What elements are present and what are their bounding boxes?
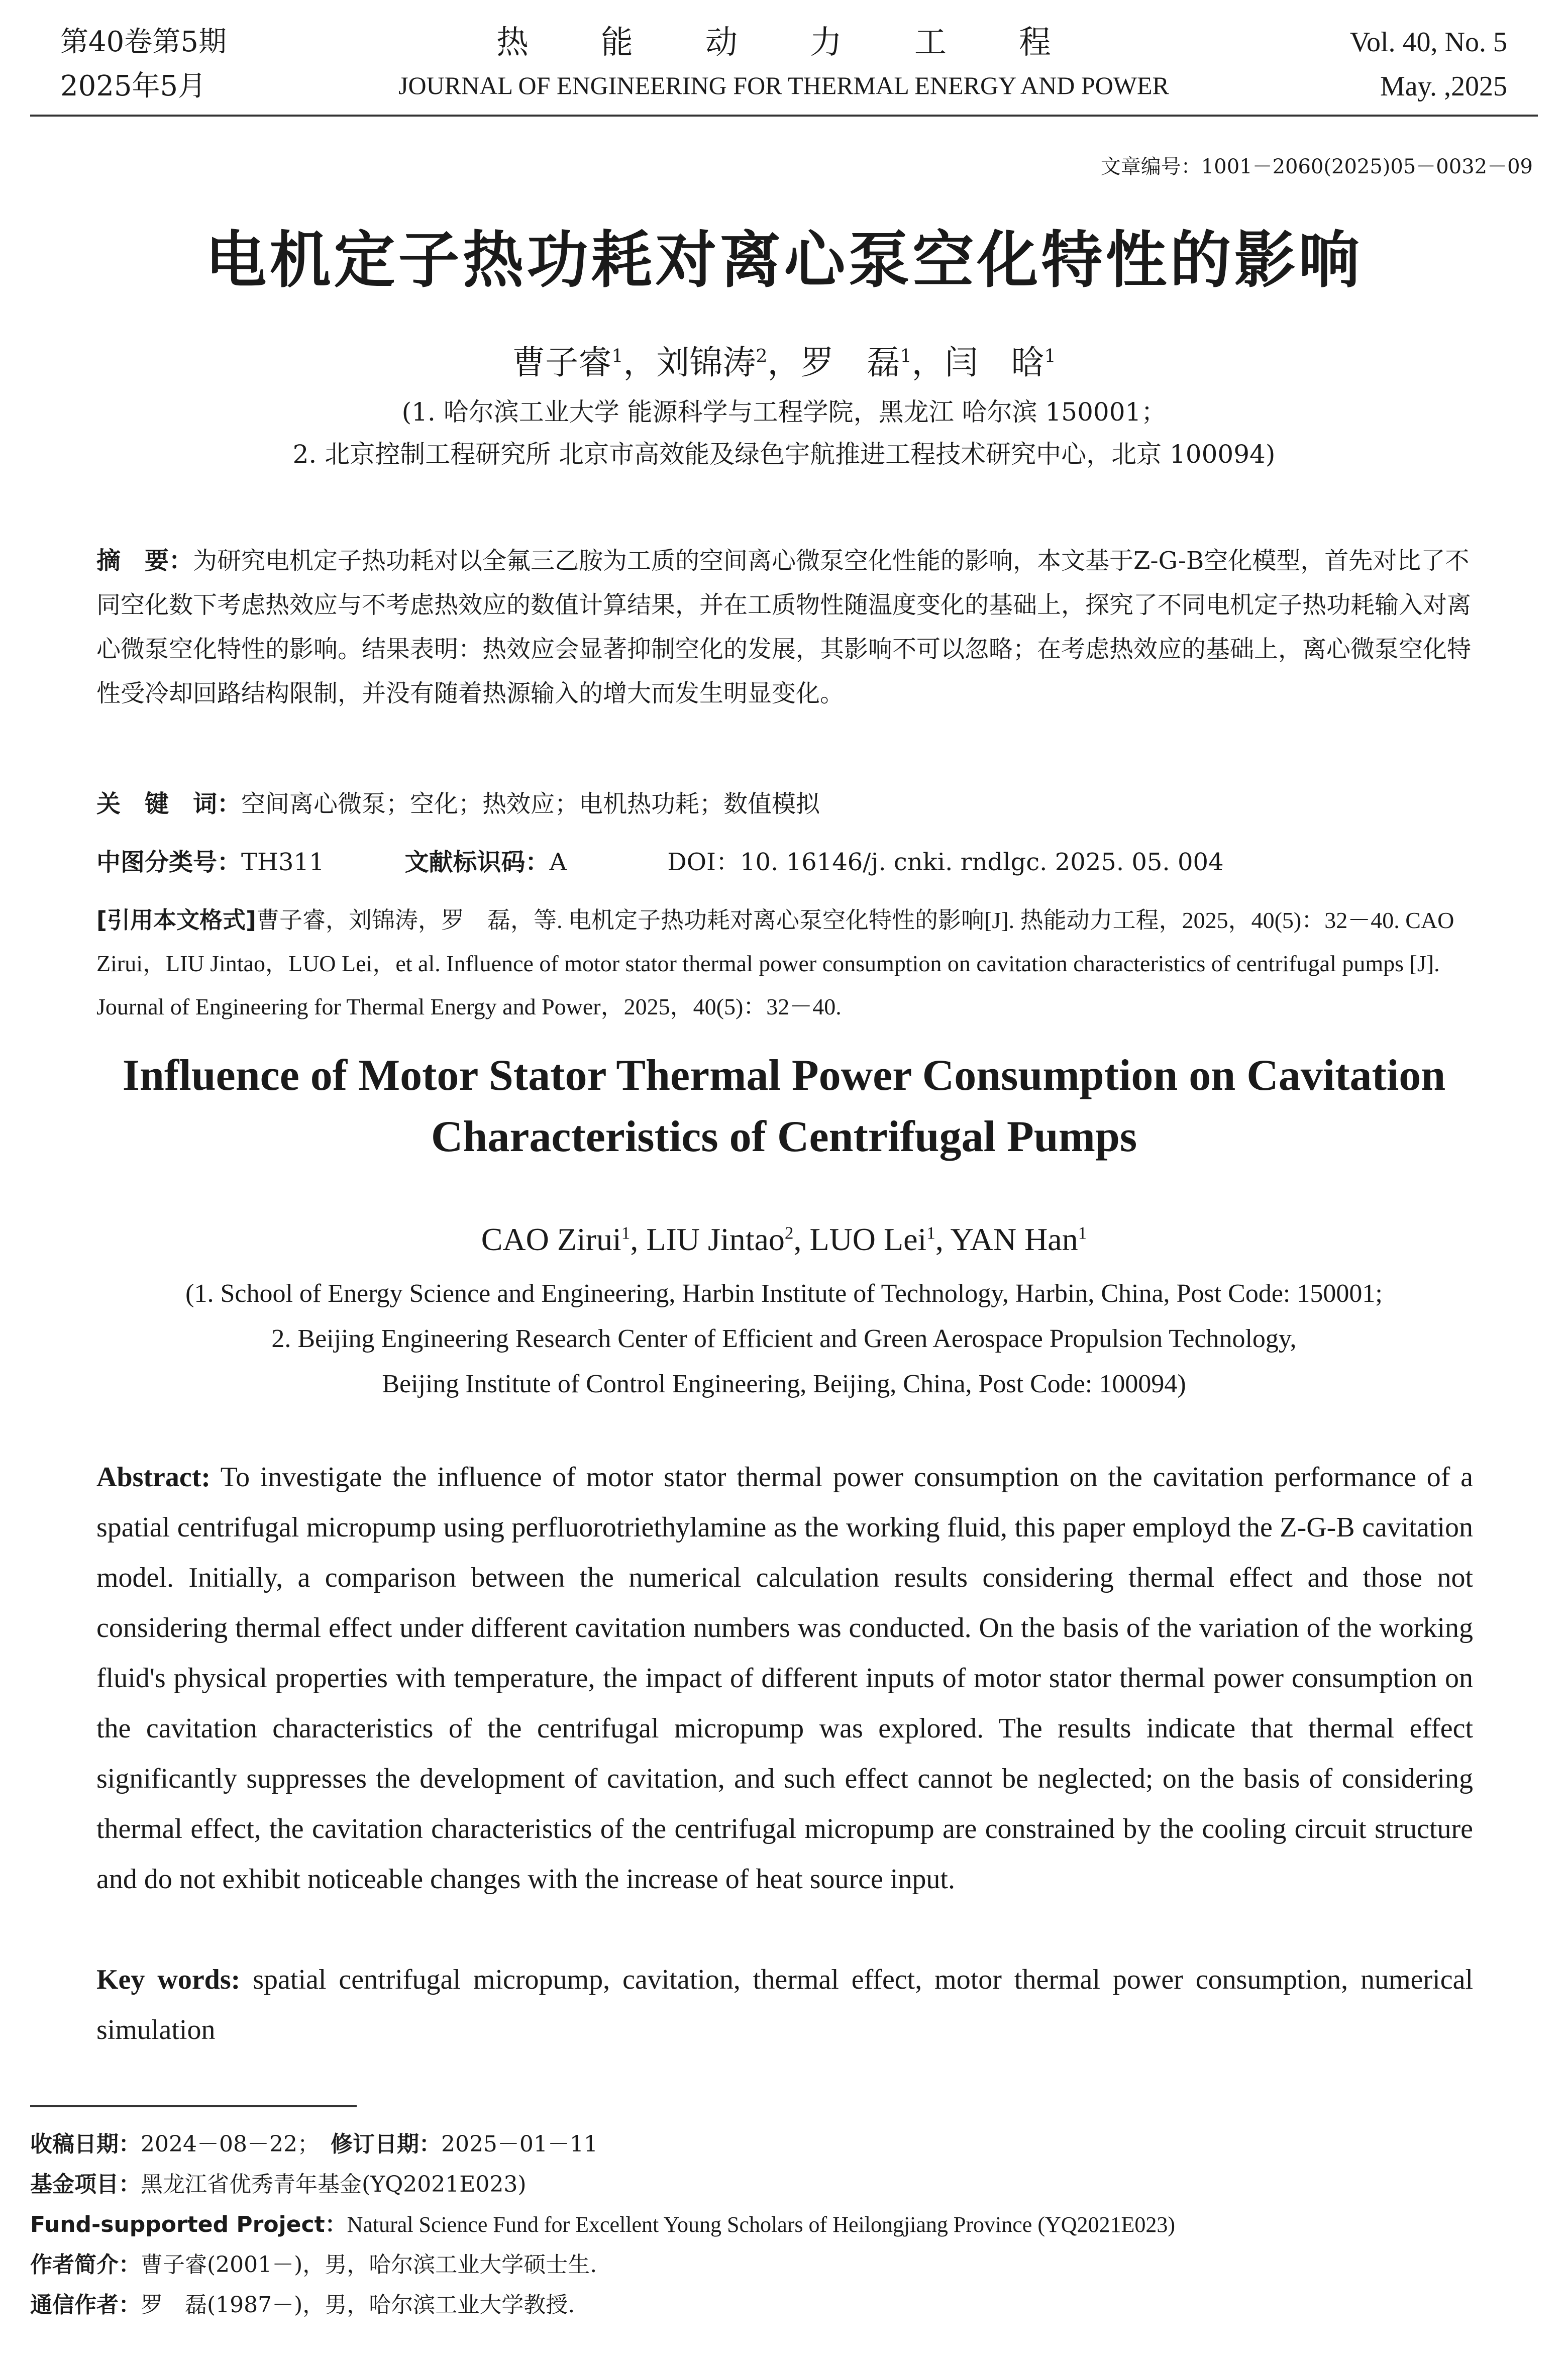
affiliations-cn [0, 391, 1568, 475]
abstract-en [96, 1452, 1473, 1904]
clc-label: 中图分类号： [96, 848, 242, 876]
abstract-cn-label: 摘 要： [96, 547, 193, 575]
authors-en: CAO Zirui$^1$, LIU Jintao$^2$, LUO Lei$^1$, YAN Han$^1$ [481, 1221, 1087, 1257]
author-cn: 曹子睿 [512, 343, 612, 382]
footnote-author-bio: 作者简介：曹子睿(2001－)，男，哈尔滨工业大学硕士生. [30, 2252, 597, 2278]
footnote-fund-en: Fund-supported Project：Natural Science Fund for Excellent Young Scholars of Heilongjiang Province (YQ2021E023) [30, 2212, 1176, 2237]
footnote-rule [30, 2105, 357, 2107]
author-cn: 闫 晗 [945, 343, 1044, 382]
abstract-cn-text: 为研究电机定子热功耗对以全氟三乙胺为工质的空间离心微泵空化性能的影响，本文基于Z-G-B空化模型，首先对比了不同空化数下考虑热效应与不考虑热效应的数值计算结果，并在工质物性随温度变化的基础上，探究了不同电机定子热功耗输入对离心微泵空化特性的影响。结果表明：热效应会显著抑制空化的发展，其影响不可以忽略；在考虑热效应的基础上，离心微泵空化特性受冷却回路结构限制，并没有随着热源输入的增大而发生明显变化。 [96, 547, 1472, 707]
volume-issue-cn: 第40卷第5期 [60, 26, 227, 58]
citation-label: [引用本文格式] [96, 906, 257, 934]
author-cn: 罗 磊 [800, 343, 900, 382]
keywords-cn [96, 782, 1473, 826]
date-en: May. ,2025 [1380, 71, 1507, 102]
abstract-en-label: Abstract: [96, 1462, 211, 1493]
header-rule [30, 115, 1538, 117]
keywords-en-text: spatial centrifugal micropump, cavitation, thermal effect, motor thermal power consumption, numerical simulation [96, 1964, 1474, 2045]
author-en: CAO Zirui [481, 1221, 621, 1257]
citation-cn: 曹子睿，刘锦涛，罗 磊，等. 电机定子热功耗对离心泵空化特性的影响[J]. 热能动力工程，2025，40(5)：32－40. [256, 907, 1400, 933]
clc-value: TH311 [241, 848, 325, 876]
affiliation-en: (1. School of Energy Science and Engineering, Harbin Institute of Technology, Harbin, China, Post Code: 150001; [185, 1279, 1383, 1308]
journal-header-left [60, 20, 301, 109]
classification-line [96, 840, 1473, 884]
abstract-en-text: To investigate the influence of motor stator thermal power consumption on the cavitation performance of a spatial centrifugal micropump using perfluorotriethylamine as the working fluid, this paper employd the Z-G-B cavitation model. Initially, a comparison between the numerical calculation results considering thermal effect and those not considering thermal effect under different cavitation numbers was conducted. On the basis of the variation of the working fluid's physical properties with temperature, the impact of different inputs of motor stator thermal power consumption on the cavitation characteristics of the centrifugal micropump was explored. The results indicate that thermal effect significantly suppresses the development of cavitation, and such effect cannot be neglected; on the basis of considering thermal effect, the cavitation characteristics of the centrifugal micropump are constrained by the cooling circuit structure and do not exhibit noticeable changes with the increase of heat source input. [96, 1462, 1473, 1895]
footnote-received: 收稿日期：2024－08－22； 修订日期：2025－01－11 [30, 2131, 598, 2157]
journal-header-right [1266, 20, 1507, 109]
affiliation-en: Beijing Institute of Control Engineering, Beijing, China, Post Code: 100094) [382, 1370, 1186, 1398]
keywords-cn-label: 关 键 词： [96, 790, 242, 818]
affiliation-cn: (1. 哈尔滨工业大学 能源科学与工程学院，黑龙江 哈尔滨 150001； [401, 397, 1167, 427]
journal-header-center [352, 20, 1216, 106]
author-en: YAN Han [950, 1221, 1078, 1257]
journal-name-cn: 热 能 动 力 工 程 [496, 24, 1071, 61]
doc-code-label: 文献标识码： [404, 848, 550, 876]
keywords-en [96, 1955, 1473, 2055]
author-en: LUO Lei [809, 1221, 927, 1257]
author-en: LIU Jintao [646, 1221, 785, 1257]
citation-en: CAO Zirui，LIU Jintao，LUO Lei，et al. Influence of motor stator thermal power consumption on cavitation characteristics of centrifugal pumps [J]. Journal of Engineering for Thermal Energy and Power，2025，40(5)：32－40. [96, 907, 1454, 1019]
doc-code-value: A [549, 848, 567, 876]
keywords-cn-text: 空间离心微泵；空化；热效应；电机热功耗；数值模拟 [241, 790, 820, 818]
title-en-line1: Influence of Motor Stator Thermal Power Consumption on Cavitation [122, 1051, 1446, 1100]
affiliation-cn: 2. 北京控制工程研究所 北京市高效能及绿色宇航推进工程技术研究中心，北京 100094) [292, 440, 1276, 469]
title-en-line2: Characteristics of Centrifugal Pumps [431, 1112, 1137, 1161]
affiliation-en: 2. Beijing Engineering Research Center of Efficient and Green Aerospace Propulsion Technology, [271, 1324, 1297, 1353]
footnote-corresponding-author: 通信作者：罗 磊(1987－)，男，哈尔滨工业大学教授. [30, 2292, 575, 2318]
authors-cn: 曹子睿$^1$，刘锦涛$^2$，罗 磊$^1$，闫 晗$^1$ [512, 343, 1056, 382]
author-cn: 刘锦涛 [656, 343, 756, 382]
article-number: 文章编号：1001－2060(2025)05－0032－09 [1100, 155, 1533, 178]
footnote-fund-cn: 基金项目：黑龙江省优秀青年基金(YQ2021E023) [30, 2172, 527, 2197]
affiliations-en [0, 1271, 1568, 1407]
footnotes [30, 2124, 1537, 2325]
citation [96, 898, 1473, 1029]
date-cn: 2025年5月 [60, 70, 206, 102]
abstract-cn [96, 539, 1473, 715]
title-en [0, 1045, 1568, 1168]
keywords-en-label: Key words: [96, 1964, 241, 1995]
doi: DOI：10. 16146/j. cnki. rndlgc. 2025. 05. 004 [667, 848, 1224, 876]
title-cn: 电机定子热功耗对离心泵空化特性的影响 [205, 225, 1363, 296]
journal-name-en: JOURNAL OF ENGINEERING FOR THERMAL ENERGY AND POWER [398, 71, 1169, 99]
volume-issue-en: Vol. 40, No. 5 [1349, 27, 1507, 58]
